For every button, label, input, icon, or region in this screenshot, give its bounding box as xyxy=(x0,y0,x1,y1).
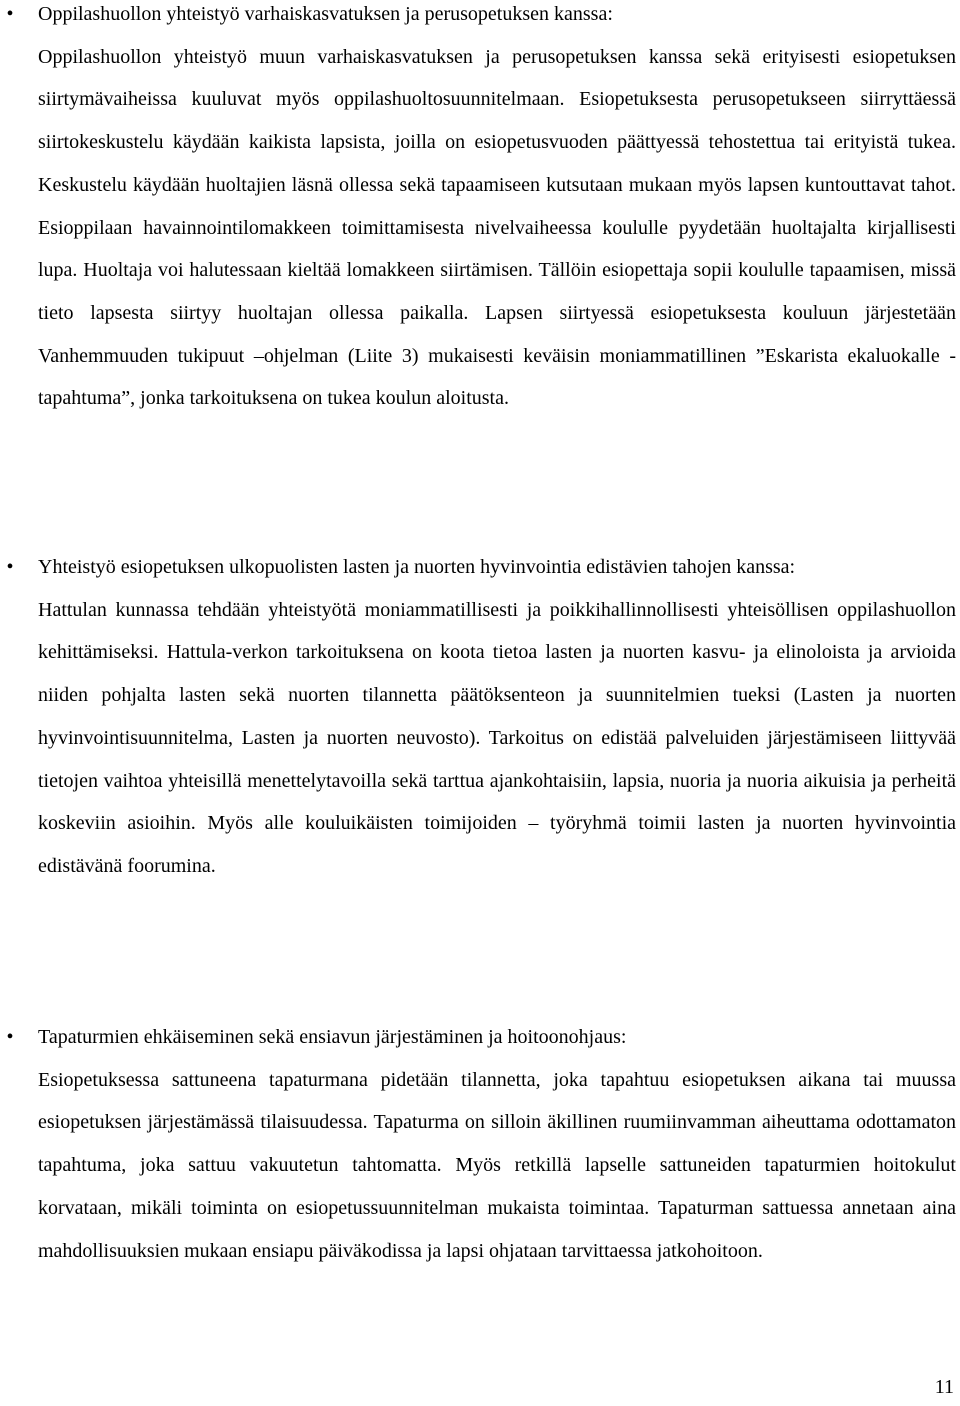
bullet-icon: • xyxy=(6,556,14,578)
section-heading: Yhteistyö esiopetuksen ulkopuolisten lasten ja nuorten hyvinvointia edistävien tahojen kanssa: xyxy=(38,556,796,578)
bullet-icon: • xyxy=(6,3,14,25)
section-body: Hattulan kunnassa tehdään yhteistyötä moniammatillisesti ja poikkihallinnollisesti yhteisöllisen oppilashuollon kehittämiseksi. Hattula-verkon tarkoituksena on koota tietoa lasten ja nuorten kasvu- ja elinoloista ja arvioida niiden pohjalta lasten sekä nuorten tilannetta päätöksenteon ja suunnitelmien tueksi (Lasten ja nuorten hyvinvointisuunnitelma, Lasten ja nuorten neuvosto). Tarkoitus on edistää palveluiden järjestämiseen liittyvää tietojen vaihtoa yhteisillä menettelytavoilla sekä tarttua ajankohtaisiin, lapsia, nuoria ja nuoria aikuisia ja perheitä koskeviin asioihin. Myös alle kouluikäisten toimijoiden – työryhmä toimii lasten ja nuorten hyvinvointia edistävänä foorumina. xyxy=(38,598,956,877)
section-heading: Tapaturmien ehkäiseminen sekä ensiavun järjestäminen ja hoitoonohjaus: xyxy=(38,1026,627,1048)
section-heading: Oppilashuollon yhteistyö varhaiskasvatuksen ja perusopetuksen kanssa: xyxy=(38,3,613,25)
section-oppilashuolto-yhteistyo xyxy=(6,0,956,420)
section-ulkopuoliset-tahot xyxy=(6,546,956,888)
section-body: Esiopetuksessa sattuneena tapaturmana pidetään tilannetta, joka tapahtuu esiopetuksen aikana tai muussa esiopetuksen järjestämässä tilaisuudessa. Tapaturma on silloin äkillinen ruumiinvamman aiheuttama odottamaton tapahtuma, joka sattuu vakuutetun tahtomatta. Myös retkillä lapselle sattuneiden tapaturmien hoitokulut korvataan, mikäli toiminta on esiopetussuunnitelman mukaista toimintaa. Tapaturman sattuessa annetaan aina mahdollisuuksien mukaan ensiapu päiväkodissa ja lapsi ohjataan tarvittaessa jatkohoitoon. xyxy=(38,1068,956,1262)
section-tapaturmat xyxy=(6,1016,956,1272)
page-number: 11 xyxy=(934,1376,954,1398)
bullet-icon: • xyxy=(6,1026,14,1048)
section-body: Oppilashuollon yhteistyö muun varhaiskasvatuksen ja perusopetuksen kanssa sekä erityisesti esiopetuksen siirtymävaiheissa kuuluvat myös oppilashuoltosuunnitelmaan. Esiopetuksesta perusopetukseen siirryttäessä siirtokeskustelu käydään kaikista lapsista, joilla on esiopetusvuoden päättyessä tehostettua tai erityistä tukea. Keskustelu käydään huoltajien läsnä ollessa sekä tapaamiseen kutsutaan mukaan myös lapsen kuntouttavat tahot. Esioppilaan havainnointilomakkeen toimittamisesta nivelvaiheessa koululle pyydetään huoltajalta kirjallisesti lupa. Huoltaja voi halutessaan kieltää lomakkeen siirtämisen. Tällöin esiopettaja sopii koululle tapaamisen, missä tieto lapsesta siirtyy huoltajan ollessa paikalla. Lapsen siirtyessä esiopetuksesta kouluun järjestetään Vanhemmuuden tukipuut –ohjelman (Liite 3) mukaisesti keväisin moniammatillinen ”Eskarista ekaluokalle -tapahtuma”, jonka tarkoituksena on tukea koulun aloitusta. xyxy=(38,45,956,410)
